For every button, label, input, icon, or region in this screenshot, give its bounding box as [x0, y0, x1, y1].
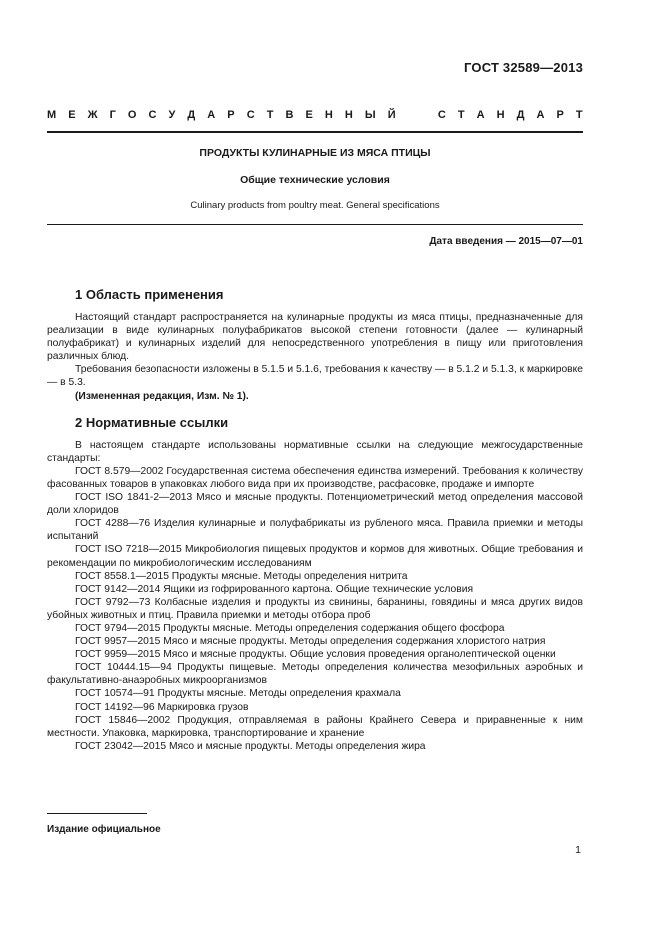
banner-letter: Т [457, 109, 465, 121]
banner-letter: Н [324, 109, 333, 121]
document-title: ПРОДУКТЫ КУЛИНАРНЫЕ ИЗ МЯСА ПТИЦЫ [199, 147, 431, 159]
reference-item: ГОСТ 23042—2015 Мясо и мясные продукты. Методы определения жира [75, 740, 426, 752]
reference-item: ГОСТ 9957—2015 Мясо и мясные продукты. Методы определения содержания хлористого натрия [75, 636, 546, 648]
reference-item: ГОСТ 8.579—2002 Государственная система обеспечения единства измерений. Требования к количеству фасованных товаров в упаковках любого вида при их производстве, расфасовке, продаже и импорте [47, 465, 583, 490]
banner-letter: Р [227, 109, 235, 121]
banner-letter: Т [266, 109, 274, 121]
banner-letter: Г [109, 109, 116, 121]
reference-item: ГОСТ 15846—2002 Продукция, отправляемая в районы Крайнего Севера и приравненные к ним местности. Упаковка, маркировка, транспортирование и хранение [47, 714, 583, 739]
document-subtitle: Общие технические условия [240, 174, 390, 186]
reference-item: ГОСТ 4288—76 Изделия кулинарные и полуфабрикаты из рубленого мяса. Правила приемки и методы испытаний [47, 518, 583, 543]
normative-references-list [47, 465, 583, 753]
edition-label: Издание официальное [47, 824, 161, 835]
banner-letter: Р [556, 109, 564, 121]
banner-letter: Н [344, 109, 353, 121]
banner-letter: Ж [87, 109, 98, 121]
document-title-english: Culinary products from poultry meat. General specifications [190, 200, 440, 211]
banner-letter: Д [187, 109, 196, 121]
reference-item: ГОСТ ISO 7218—2015 Микробиология пищевых продуктов и кормов для животных. Общие требования и рекомендации по микробиологическим исследованиям [47, 544, 583, 569]
reference-item: ГОСТ 10574—91 Продукты мясные. Методы определения крахмала [75, 688, 401, 700]
banner-letter: Ы [364, 109, 376, 121]
introduction-date: Дата введения — 2015—07—01 [429, 236, 583, 247]
reference-item: ГОСТ 9959—2015 Мясо и мясные продукты. Общие условия проведения органолептической оценки [75, 649, 556, 661]
top-rule [47, 131, 583, 133]
page-number: 1 [575, 844, 581, 856]
reference-item: ГОСТ 9794—2015 Продукты мясные. Методы определения содержания общего фосфора [75, 622, 505, 634]
document-body [47, 287, 583, 753]
banner-letter: А [536, 109, 545, 121]
section-1-paragraph: Требования безопасности изложены в 5.1.5 и 5.1.6, требования к качеству — в 5.1.2 и 5.1.3, к маркировке — в 5.3. [47, 364, 583, 389]
banner-letter [408, 109, 411, 121]
banner-letter: Д [516, 109, 525, 121]
banner-letter: Н [496, 109, 505, 121]
banner-letter: О [127, 109, 137, 121]
banner-letter: М [47, 109, 57, 121]
reference-item: ГОСТ 10444.15—94 Продукты пищевые. Методы определения количества мезофильных аэробных и факультативно-анаэробных микроорганизмов [47, 662, 583, 687]
reference-item: ГОСТ 8558.1—2015 Продукты мясные. Методы определения нитрита [75, 570, 408, 582]
banner-letter: Е [68, 109, 76, 121]
reference-item: ГОСТ 9142—2014 Ящики из гофрированного картона. Общие технические условия [75, 583, 474, 595]
banner-letter: В [285, 109, 294, 121]
banner-letter: Т [575, 109, 583, 121]
standard-code: ГОСТ 32589—2013 [464, 60, 583, 75]
interstate-standard-banner [47, 109, 583, 121]
banner-letter [423, 109, 426, 121]
reference-item: ГОСТ 9792—73 Колбасные изделия и продукты из свинины, баранины, говядины и мяса других видов убойных животных и птиц. Правила приемки и методы отбора проб [47, 596, 583, 621]
title-rule [47, 224, 583, 225]
banner-letter: А [207, 109, 216, 121]
banner-letter: С [246, 109, 255, 121]
banner-letter: У [168, 109, 176, 121]
section-1-paragraph: Настоящий стандарт распространяется на кулинарные продукты из мяса птицы, предназначенные для реализации в виде кулинарных полуфабрикатов высокой степени готовности (далее — кулинарный полуфабрикат) и кулинарных изделий для непосредственного употребления в пищу или приготовления различных блюд. [47, 312, 583, 363]
amendment-note: (Измененная редакция, Изм. № 1). [75, 390, 249, 402]
banner-letter: С [437, 109, 446, 121]
section-2-heading: 2 Нормативные ссылки [75, 414, 229, 430]
banner-letter: С [148, 109, 157, 121]
banner-letter: Е [305, 109, 313, 121]
footer-rule [47, 813, 147, 814]
banner-letter: А [476, 109, 485, 121]
section-1-heading: 1 Область применения [75, 287, 224, 302]
section-2-intro: В настоящем стандарте использованы нормативные ссылки на следующие межгосударственные стандарты: [47, 439, 583, 464]
reference-item: ГОСТ ISO 1841-2—2013 Мясо и мясные продукты. Потенциометрический метод определения массовой доли хлоридов [47, 492, 583, 517]
banner-letter: Й [387, 109, 396, 121]
reference-item: ГОСТ 14192—96 Маркировка грузов [75, 701, 249, 713]
